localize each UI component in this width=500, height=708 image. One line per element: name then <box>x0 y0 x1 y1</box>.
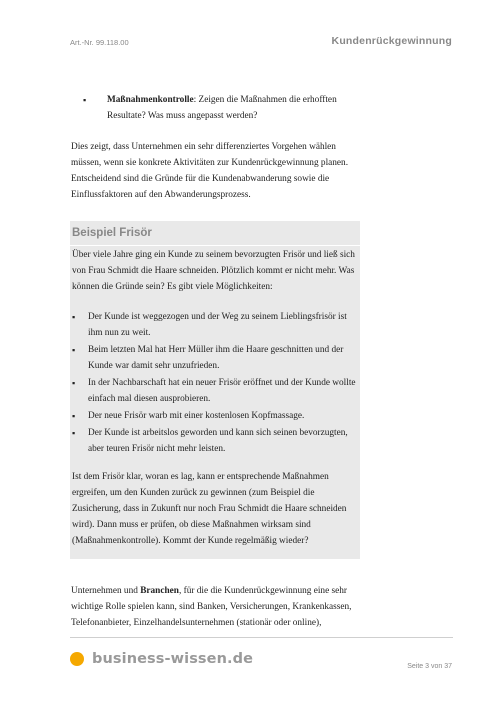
bullet-bold-term: Maßnahmenkontrolle <box>107 95 194 105</box>
example-list <box>72 309 358 457</box>
list-item: ▪ Der Kunde ist weggezogen und der Weg zu seinem Lieblingsfrisör ist ihm nun zu weit. <box>72 309 358 341</box>
bullet-text: : Zeigen die Maßnahmen die erhofften Resultate? Was muss angepasst werden? <box>107 95 337 121</box>
example-intro: Über viele Jahre ging ein Kunde zu seinem bevorzugten Frisör und ließ sich von Frau Schmidt die Haare schneiden. Plötzlich kommt er nicht mehr. Was können die Gründe sein? Es gibt viele Möglichkeiten: <box>72 250 355 292</box>
example-box <box>70 221 360 559</box>
list-item: ▪ Beim letzten Mal hat Herr Müller ihm die Haare geschnitten und der Kunde war damit sehr unzufrieden. <box>72 342 358 374</box>
document-title: Kundenrückgewinnung <box>331 35 452 47</box>
logo <box>70 651 253 667</box>
example-title: Beispiel Frisör <box>70 221 360 246</box>
logo-dot-icon <box>70 652 84 666</box>
logo-text: business-wissen.de <box>92 651 254 667</box>
footer-divider <box>70 637 453 638</box>
paragraph-text: Unternehmen und <box>71 586 141 596</box>
list-item: ▪ Der neue Frisör warb mit einer kostenlosen Kopfmassage. <box>72 408 358 424</box>
paragraph: Dies zeigt, dass Unternehmen ein sehr differenziertes Vorgehen wählen müssen, wenn sie konkrete Aktivitäten zur Kundenrückgewinnung planen. Entscheidend sind die Gründe für die Kundenabwanderung sowie die Einflussfaktoren auf den Abwanderungsprozess. <box>71 142 349 200</box>
list-item: ▪ In der Nachbarschaft hat ein neuer Frisör eröffnet und der Kunde wollte einfach mal diesen ausprobieren. <box>72 375 358 407</box>
paragraph <box>71 583 361 631</box>
list-item: ▪ Der Kunde ist arbeitslos geworden und kann sich seinen bevorzugten, aber teuren Frisör nicht mehr leisten. <box>72 425 358 457</box>
article-number: Art.-Nr. 99.118.00 <box>70 38 129 47</box>
list-item <box>83 92 361 124</box>
bold-term: Branchen <box>140 586 179 596</box>
main-content <box>71 92 361 631</box>
paragraph-text: , für die die Kundenrückgewinnung eine sehr wichtige Rolle spielen kann, sind Banken, Versicherungen, Krankenkassen, Telefonanbieter, Einzelhandelsunternehmen (stationär oder online), <box>71 586 352 628</box>
page-number: Seite 3 von 37 <box>407 663 452 670</box>
example-outro: Ist dem Frisör klar, woran es lag, kann er entsprechende Maßnahmen ergreifen, um den Kunden zurück zu gewinnen (zum Beispiel die Zusicherung, dass in Zukunft nur noch Frau Schmidt die Haare schneiden wird). Dann muss er prüfen, ob diese Maßnahmen wirksam sind (Maßnahmenkontrolle). Kommt der Kunde regelmäßig wieder? <box>72 472 347 546</box>
